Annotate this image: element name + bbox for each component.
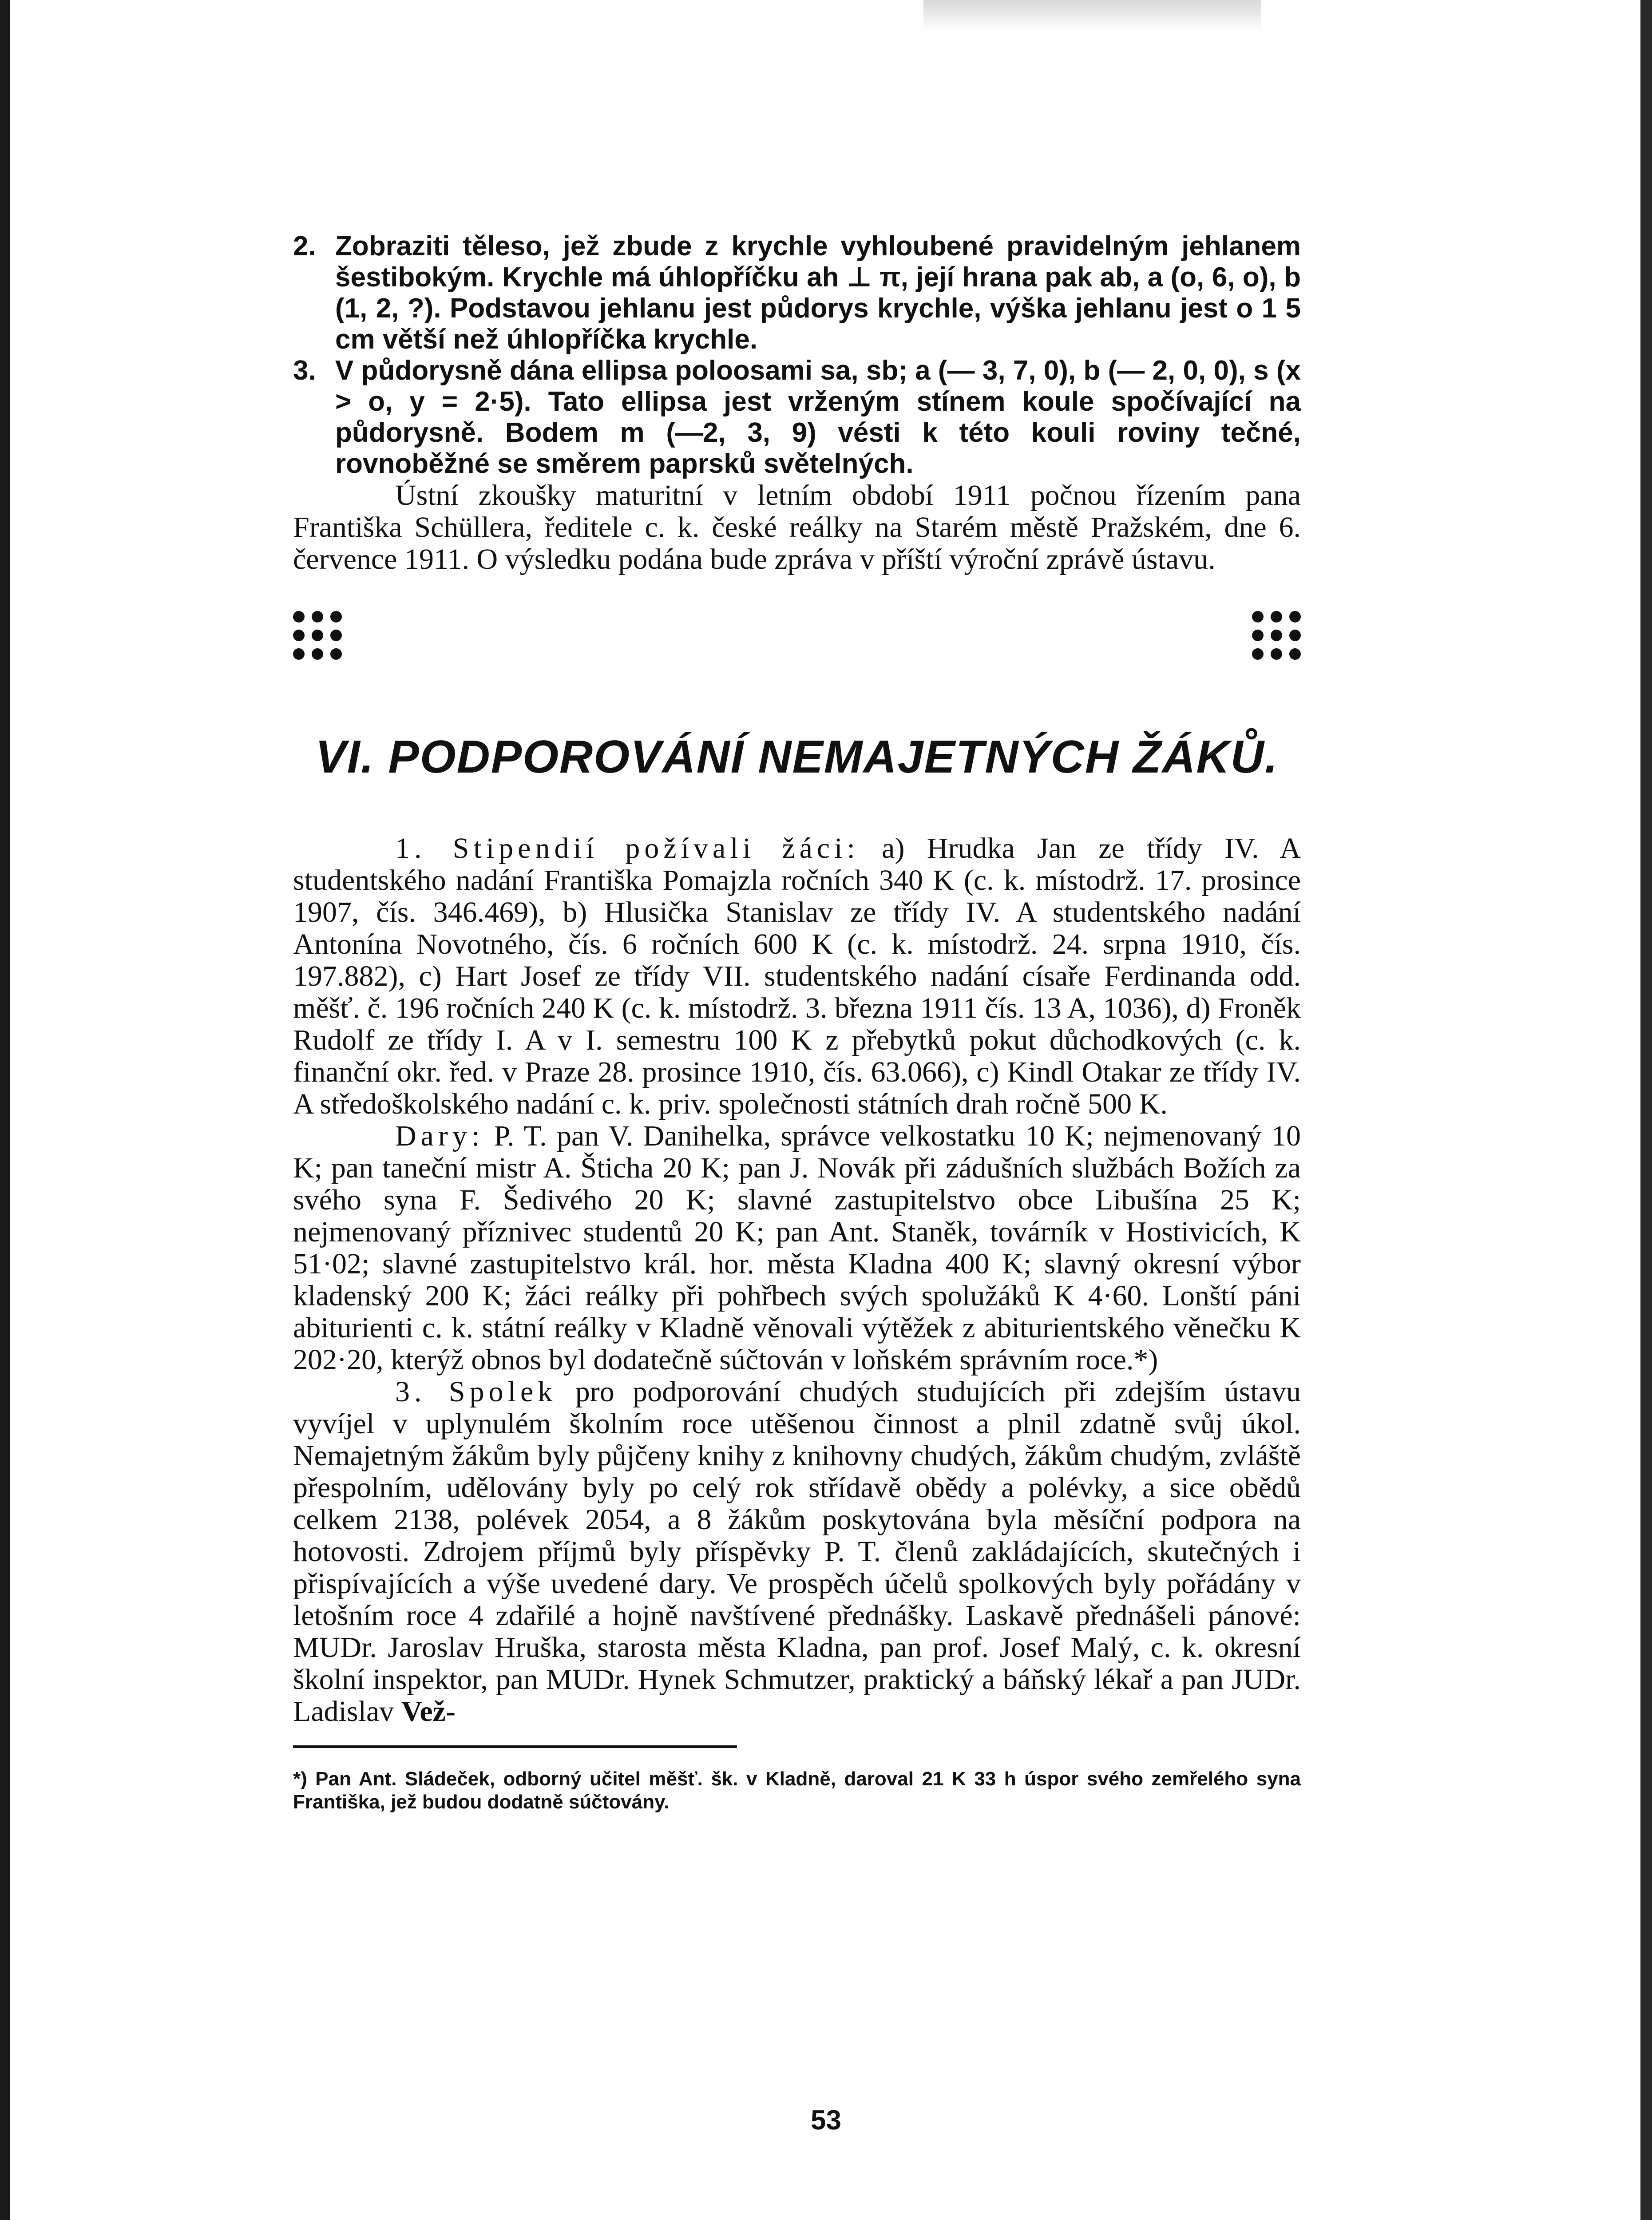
association-text: pro podporování chudých studujících při zdejším ústavu vyvíjel v uplynulém školním roce utěšenou činnost a plnil zdatně svůj úkol. Nemajetným žákům byly půjčeny knihy z knihovny chudých, žákům chudým, zvláště přespolním, udělovány byly po celý rok střídavě obědy a polévky, a sice obědů celkem 2138, polévek 2054, a 8 žákům poskytována byla měsíční podpora na hotovosti. Zdrojem příjmů byly příspěvky P. T. členů zakládajících, skutečných i přispívajících a výše uvedené dary. Ve prospěch účelů spolkových byly pořádány v letošním roce 4 zdařilé a hojně navštívené přednášky. Laskavě přednášeli pánové: MUDr. Jaroslav Hruška, starosta města Kladna, pan prof. Josef Malý, c. k. okresní školní inspektor, pan MUDr. Hynek Schmutzer, praktický a báňský lékař a pan JUDr. Ladislav [293, 1376, 1301, 1728]
oral-exams-paragraph: Ústní zkoušky maturitní v letním období 1911 počnou řízením pana Františka Schüllera, ředitele c. k. české reálky na Starém městě Pražském, dne 6. července 1911. O výsledku podána bude zpráva v příští výroční zprávě ústavu. [293, 479, 1301, 575]
problem-number: 2. [293, 231, 316, 262]
footnote: *) Pan Ant. Sládeček, odborný učitel měšť. šk. v Kladně, daroval 21 K 33 h úspor svého zemřelého syna Františka, jež budou dodatně súčtovány. [293, 1768, 1301, 1813]
problem-item [293, 231, 1301, 355]
problem-text: V půdorysně dána ellipsa poloosami sa, sb; a (— 3, 7, 0), b (— 2, 0, 0), s (x > o, y = 2·5). Tato ellipsa jest vrženým stínem koule spočívající na půdorysně. Bodem m (—2, 3, 9) vésti k této kouli roviny tečné, rovnoběžné se směrem paprsků světelných. [335, 355, 1301, 479]
problem-item [293, 355, 1301, 480]
gifts-paragraph [293, 1120, 1301, 1376]
stipends-lead: 1. Stipendií požívali žáci: [395, 832, 860, 864]
dot-ornament-icon [293, 611, 342, 660]
problem-text: Zobraziti těleso, jež zbude z krychle vyhloubené pravidelným jehlanem šestibokým. Krychle má úhlopříčku ah ⊥ π, její hrana pak ab, a (o, 6, o), b (1, 2, ?). Podstavou jehlanu jest půdorys krychle, výška jehlanu jest o 1 5 cm větší než úhlopříčka krychle. [335, 231, 1301, 355]
association-lead: 3. Spolek [395, 1376, 557, 1408]
page-content [293, 231, 1301, 1833]
problem-number: 3. [293, 355, 316, 386]
section-heading: VI. PODPOROVÁNÍ NEMAJETNÝCH ŽÁKŮ. [315, 731, 1279, 783]
scan-edge-left [0, 0, 10, 2220]
gifts-lead: Dary: [395, 1120, 484, 1152]
scan-edge-right [1640, 0, 1652, 2220]
footnote-divider [293, 1745, 737, 1748]
scan-edge-top [923, 0, 1261, 31]
dot-ornament-icon [1252, 611, 1301, 660]
page-number: 53 [811, 2105, 841, 2136]
exam-problems-list [293, 231, 1301, 480]
ornament-row [293, 611, 1301, 673]
stipends-paragraph [293, 832, 1301, 1120]
stipends-text: a) Hrudka Jan ze třídy IV. A studentského nadání Františka Pomajzla ročních 340 K (c. k. místodrž. 17. prosince 1907, čís. 346.469), b) Hlusička Stanislav ze třídy IV. A studentského nadání Antonína Novotného, čís. 6 ročních 600 K (c. k. místodrž. 24. srpna 1910, čís. 197.882), c) Hart Josef ze třídy VII. studentského nadání císaře Ferdinanda odd. měšť. č. 196 ročních 240 K (c. k. místodrž. 3. března 1911 čís. 13 A, 1036), d) Froněk Rudolf ze třídy I. A v I. semestru 100 K z přebytků pokut důchodkových (c. k. finanční okr. řed. v Praze 28. prosince 1910, čís. 63.066), c) Kindl Otakar ze třídy IV. A středoškolského nadání c. k. priv. společnosti státních drah ročně 500 K. [293, 832, 1301, 1120]
association-trailing: Vež- [401, 1695, 456, 1728]
gifts-text: P. T. pan V. Danihelka, správce velkostatku 10 K; nejmenovaný 10 K; pan taneční mistr A. Šticha 20 K; pan J. Novák při zádušních službách Božích za svého syna F. Šedivého 20 K; slavné zastupitelstvo obce Libušína 25 K; nejmenovaný příznivec studentů 20 K; pan Ant. Staněk, továrník v Hostivicích, K 51·02; slavné zastupitelstvo král. hor. města Kladna 400 K; slavný okresní výbor kladenský 200 K; žáci reálky při pohřbech svých spolužáků K 4·60. Lonští páni abiturienti c. k. státní reálky v Kladně věnovali výtěžek z abiturientského věnečku K 202·20, kterýž obnos byl dodatečně súčtován v loňském správním roce.*) [293, 1120, 1301, 1376]
association-paragraph [293, 1376, 1301, 1728]
